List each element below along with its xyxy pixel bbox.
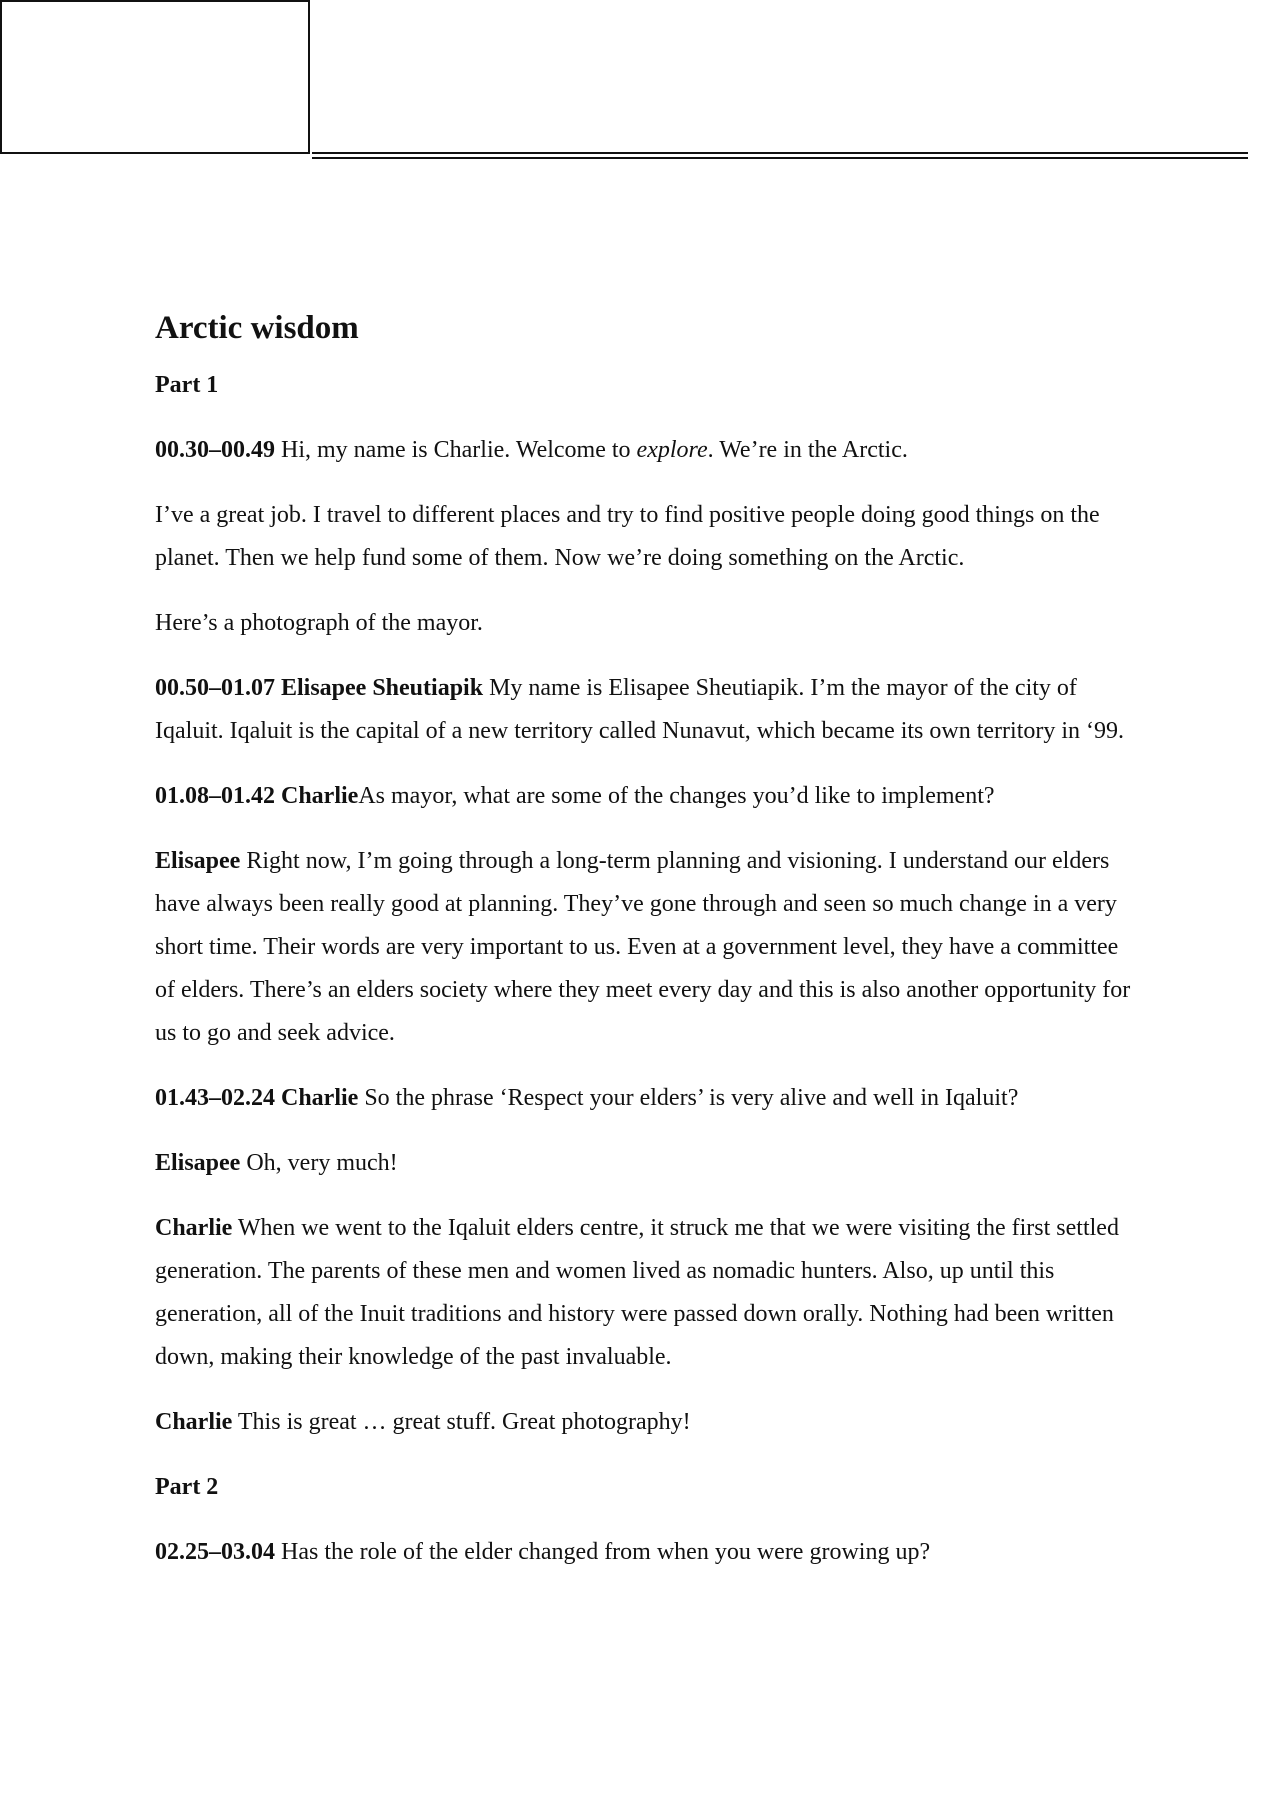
- transcript-paragraph: [155, 1207, 1140, 1379]
- paragraph-text: My name is Elisapee Sheutiapik. I’m the mayor of the city of Iqaluit. Iqaluit is the capital of a new territory called Nunavut, which became its own territory in ‘99.: [155, 675, 1125, 744]
- speaker-name: Elisapee Sheutiapik: [281, 675, 484, 701]
- transcript-paragraph: [155, 667, 1140, 753]
- header-box: [0, 0, 310, 154]
- speaker-name: Charlie: [155, 1409, 233, 1435]
- paragraph-text: I’ve a great job. I travel to different places and try to find positive people doing good things on the planet. Then we help fund some of them. Now we’re doing something on the Arctic.: [155, 502, 1100, 571]
- paragraph-text: Oh, very much!: [240, 1150, 398, 1176]
- document-body: [155, 306, 1140, 1596]
- part-heading: Part 1: [155, 372, 219, 398]
- speaker-name: Elisapee: [155, 848, 241, 874]
- timestamp: 01.43–02.24: [155, 1085, 275, 1111]
- timestamp: 00.30–00.49: [155, 437, 275, 463]
- transcript-paragraph: [155, 1077, 1140, 1120]
- paragraph-text: Right now, I’m going through a long-term planning and visioning. I understand our elders have always been really good at planning. They’ve gone through and seen so much change in a very short time. Their words are very important to us. Even at a government level, they have a committee of elders. There’s an elders society where they meet every day and this is also another opportunity for us to go and seek advice.: [155, 848, 1131, 1046]
- timestamp: 00.50–01.07: [155, 675, 275, 701]
- transcript-paragraph: [155, 1401, 1140, 1444]
- transcript-paragraph: [155, 775, 1140, 818]
- header-rule-double: [312, 157, 1248, 159]
- paragraph-text: Here’s a photograph of the mayor.: [155, 610, 483, 636]
- transcript-paragraph: [155, 602, 1140, 645]
- speaker-name: Elisapee: [155, 1150, 241, 1176]
- transcript-paragraph: [155, 1531, 1140, 1574]
- document-title: Arctic wisdom: [155, 310, 359, 346]
- emphasis-text: explore: [636, 437, 708, 463]
- paragraph-text: As mayor, what are some of the changes you’d like to implement?: [358, 783, 995, 809]
- paragraph-text: Has the role of the elder changed from when you were growing up?: [275, 1539, 931, 1565]
- paragraph-text: This is great … great stuff. Great photography!: [232, 1409, 691, 1435]
- transcript-paragraph: [155, 494, 1140, 580]
- transcript-paragraph: [155, 1142, 1140, 1185]
- timestamp: 02.25–03.04: [155, 1539, 275, 1565]
- transcript-paragraph: [155, 429, 1140, 472]
- speaker-name: Charlie: [155, 1215, 233, 1241]
- part-heading: Part 2: [155, 1474, 219, 1500]
- speaker-name: Charlie: [281, 1085, 359, 1111]
- transcript-paragraph: [155, 840, 1140, 1055]
- timestamp: 01.08–01.42: [155, 783, 275, 809]
- paragraph-text: . We’re in the Arctic.: [707, 437, 908, 463]
- header-rule: [312, 152, 1248, 154]
- paragraph-text: Hi, my name is Charlie. Welcome to: [275, 437, 637, 463]
- paragraph-text: So the phrase ‘Respect your elders’ is very alive and well in Iqaluit?: [358, 1085, 1019, 1111]
- speaker-name: Charlie: [281, 783, 359, 809]
- paragraph-text: When we went to the Iqaluit elders centre, it struck me that we were visiting the first settled generation. The parents of these men and women lived as nomadic hunters. Also, up until this generation, all of the Inuit traditions and history were passed down orally. Nothing had been written down, making their knowledge of the past invaluable.: [155, 1215, 1119, 1370]
